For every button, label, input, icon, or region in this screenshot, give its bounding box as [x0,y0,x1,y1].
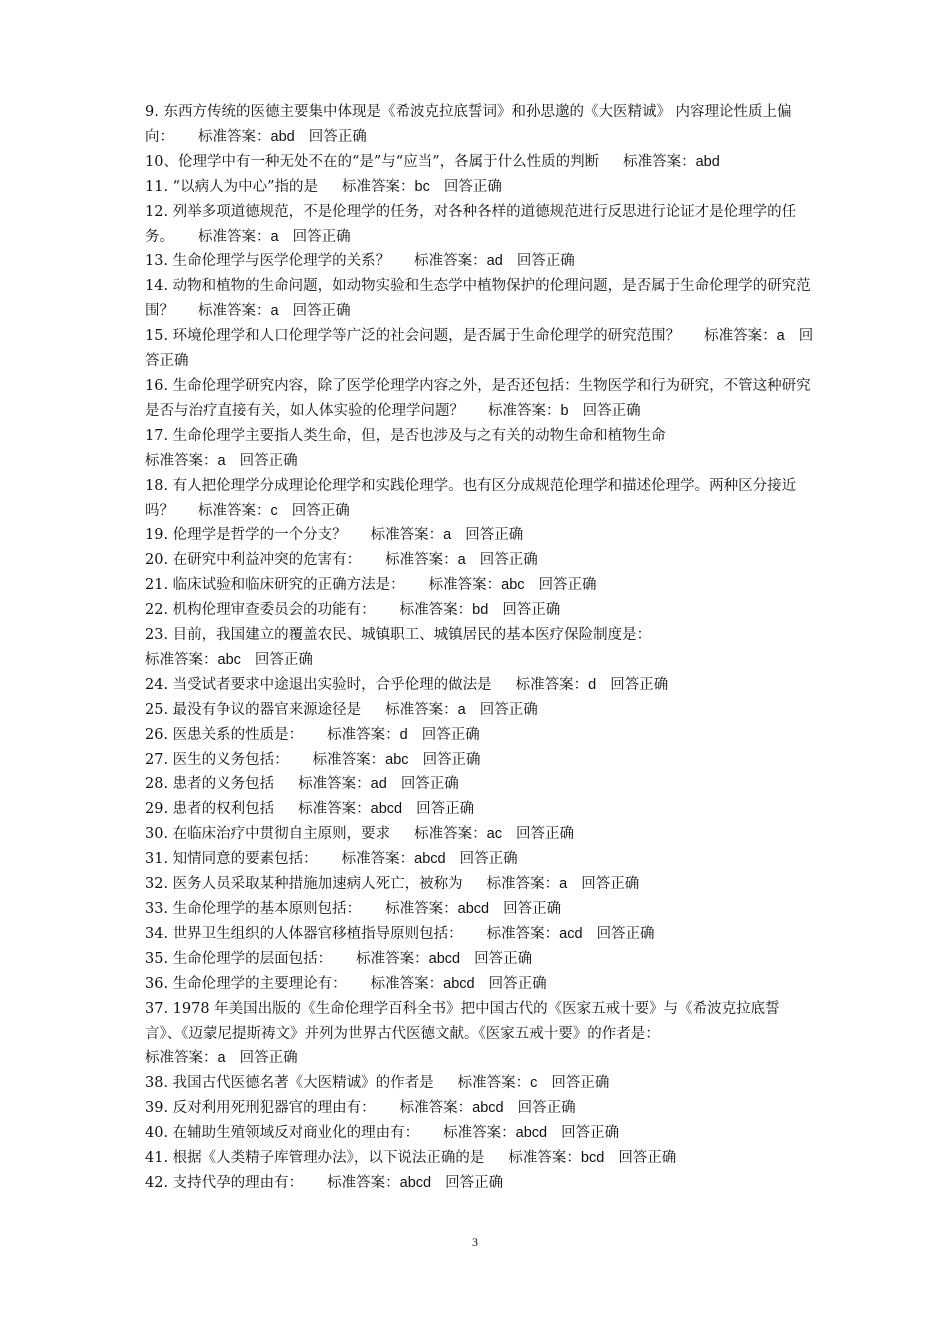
question-item [145,573,815,598]
question-item [145,150,815,175]
standard-answer: 标准答案：abc [145,651,241,668]
answer-result: 回答正确 [610,676,669,693]
standard-answer: 标准答案：a [370,527,452,544]
question-item [145,972,815,997]
standard-answer: 标准答案：a [385,552,466,569]
standard-answer: 标准答案：d [327,726,408,743]
question-text: 11. “以病人为中心”指的是 [145,178,318,195]
answer-result: 回答正确 [445,1174,504,1191]
standard-answer: 标准答案：abcd [399,1100,504,1117]
question-text: 30. 在临床治疗中贯彻自主原则，要求 [145,826,391,843]
question-text: 13. 生命伦理学与医学伦理学的关系？ [145,253,391,270]
question-item [145,1071,815,1096]
question-text: 23. 目前，我国建立的覆盖农民、城镇职工、城镇居民的基本医疗保险制度是： [145,627,652,644]
answer-result: 回答正确 [618,1150,677,1167]
standard-answer: 标准答案：ac [414,826,502,843]
question-text: 12. 列举多项道德规范，不是伦理学的任务，对各种各样的道德规范进行反思进行论证才是伦理学的任务。 [145,203,797,245]
question-item [145,698,815,723]
question-text: 14. 动物和植物的生命问题，如动物实验和生态学中植物保护的伦理问题，是否属于生命伦理学的研究范围？ [145,278,811,320]
question-text: 37. 1978 年美国出版的《生命伦理学百科全书》把中国古代的《医家五戒十要》与《希波克拉底誓言》、《迈蒙尼提斯祷文》并列为世界古代医德文献。《医家五戒十要》的作者是： [145,1000,780,1042]
question-item [145,1096,815,1121]
answer-result: 回答正确 [582,402,641,419]
question-item [145,997,815,1072]
question-text: 25. 最没有争议的器官来源途径是 [145,701,362,718]
question-text: 18. 有人把伦理学分成理论伦理学和实践伦理学。也有区分成规范伦理学和描述伦理学。两种区分接近吗？ [145,477,797,519]
standard-answer: 标准答案：ad [414,253,503,270]
answer-result: 回答正确 [459,851,518,868]
answer-result: 回答正确 [292,303,351,320]
question-text: 31. 知情同意的要素包括： [145,851,318,868]
question-text: 20. 在研究中利益冲突的危害有： [145,552,362,569]
standard-answer: 标准答案：abc [312,751,409,768]
standard-answer: 标准答案：abcd [370,975,475,992]
standard-answer: 标准答案：acd [486,925,583,942]
question-text: 35. 生命伦理学的层面包括： [145,950,333,967]
standard-answer: 标准答案：bc [342,178,430,195]
standard-answer: 标准答案：abcd [327,1174,432,1191]
question-item [145,847,815,872]
standard-answer: 标准答案：c [457,1075,538,1092]
standard-answer: 标准答案：a [198,303,279,320]
question-item [145,374,815,424]
question-item [145,523,815,548]
answer-result: 回答正确 [400,776,459,793]
question-text: 15. 环境伦理学和人口伦理学等广泛的社会问题，是否属于生命伦理学的研究范围？ [145,328,681,345]
standard-answer: 标准答案：abcd [341,851,446,868]
answer-result: 回答正确 [465,527,524,544]
answer-result: 回答正确 [474,950,533,967]
standard-answer: 标准答案：a [198,228,279,245]
question-text: 16. 生命伦理学研究内容，除了医学伦理学内容之外，是否还包括：生物医学和行为研究，不管这种研究是否与治疗直接有关，如人体实验的伦理学问题？ [145,377,811,419]
standard-answer: 标准答案：abcd [443,1125,548,1142]
standard-answer: 标准答案：abcd [298,801,403,818]
standard-answer: 标准答案：b [488,402,569,419]
question-text: 17. 生命伦理学主要指人类生命，但，是否也涉及与之有关的动物生命和植物生命 [145,427,666,444]
standard-answer: 标准答案：d [515,676,597,693]
standard-answer: 标准答案：c [198,502,278,519]
question-item [145,1121,815,1146]
question-item [145,424,815,474]
question-text: 19. 伦理学是哲学的一个分支？ [145,527,347,544]
standard-answer: 标准答案：a [385,701,466,718]
question-text: 22. 机构伦理审查委员会的功能有： [145,602,376,619]
answer-result: 回答正确 [502,602,561,619]
standard-answer: 标准答案：a [145,452,226,469]
question-item [145,249,815,274]
answer-result: 回答正确 [479,552,538,569]
answer-result: 回答正确 [145,328,814,370]
question-text: 21. 临床试验和临床研究的正确方法是： [145,577,405,594]
question-item [145,922,815,947]
answer-result: 回答正确 [561,1125,620,1142]
answer-result: 回答正确 [581,876,640,893]
question-item [145,897,815,922]
question-item [145,200,815,250]
answer-result: 回答正确 [516,826,574,843]
question-item [145,623,815,673]
question-item [145,548,815,573]
question-list [145,100,815,1196]
answer-result: 回答正确 [254,651,313,668]
question-text: 28. 患者的义务包括 [145,776,275,793]
standard-answer: 标准答案：abd [623,153,720,170]
question-item [145,673,815,698]
question-text: 38. 我国古代医德名著《大医精诚》的作者是 [145,1075,434,1092]
standard-answer: 标准答案：abc [428,577,525,594]
question-item [145,822,815,847]
question-item [145,598,815,623]
answer-result: 回答正确 [239,452,298,469]
question-text: 32. 医务人员采取某种措施加速病人死亡，被称为 [145,876,463,893]
standard-answer: 标准答案：a [486,876,568,893]
question-item [145,474,815,524]
question-item [145,1146,815,1171]
question-text: 40. 在辅助生殖领域反对商业化的理由有： [145,1125,420,1142]
standard-answer: 标准答案：ad [298,776,387,793]
standard-answer: 标准答案：abcd [385,901,490,917]
question-text: 9. 东西方传统的医德主要集中体现是《希波克拉底誓词》和孙思邈的《大医精诚》 内容理论性质上偏向： [145,104,792,145]
answer-result: 回答正确 [291,502,350,519]
answer-result: 回答正确 [443,178,502,195]
question-text: 26. 医患关系的性质是： [145,726,304,743]
question-text: 41. 根据《人类精子库管理办法》，以下说法正确的是 [145,1150,485,1167]
answer-result: 回答正确 [422,751,481,768]
question-text: 39. 反对利用死刑犯器官的理由有： [145,1100,376,1117]
question-text: 33. 生命伦理学的基本原则包括： [145,901,362,917]
answer-result: 回答正确 [503,901,562,917]
question-text: 10、伦理学中有一种无处不在的“是”与“应当”，各属于什么性质的判断 [145,153,600,170]
answer-result: 回答正确 [551,1075,610,1092]
question-item [145,100,815,150]
question-item [145,723,815,748]
question-item [145,274,815,324]
question-item [145,324,815,374]
answer-result: 回答正确 [416,801,475,818]
page-number: 3 [472,1235,478,1249]
question-item [145,947,815,972]
standard-answer: 标准答案：bd [399,602,489,619]
question-item [145,175,815,200]
answer-result: 回答正确 [538,577,597,594]
question-item [145,1171,815,1196]
question-item [145,772,815,797]
question-text: 24. 当受试者要求中途退出实验时，合乎伦理的做法是 [145,676,492,693]
answer-result: 回答正确 [292,228,351,245]
question-text: 36. 生命伦理学的主要理论有： [145,975,347,992]
answer-result: 回答正确 [308,128,367,145]
answer-result: 回答正确 [516,253,575,270]
answer-result: 回答正确 [596,925,655,942]
standard-answer: 标准答案：bcd [508,1150,605,1167]
answer-result: 回答正确 [517,1100,576,1117]
answer-result: 回答正确 [479,701,538,718]
answer-result: 回答正确 [488,975,547,992]
answer-result: 回答正确 [239,1050,298,1067]
standard-answer: 标准答案：a [145,1050,226,1067]
question-item [145,748,815,773]
standard-answer: 标准答案：abd [198,128,295,145]
question-text: 34. 世界卫生组织的人体器官移植指导原则包括： [145,925,463,942]
question-text: 42. 支持代孕的理由有： [145,1174,304,1191]
standard-answer: 标准答案：abcd [356,950,461,967]
standard-answer: 标准答案：a [704,328,785,345]
question-text: 27. 医生的义务包括： [145,751,289,768]
question-item [145,872,815,897]
question-text: 29. 患者的权利包括 [145,801,275,818]
answer-result: 回答正确 [421,726,480,743]
question-item [145,797,815,822]
